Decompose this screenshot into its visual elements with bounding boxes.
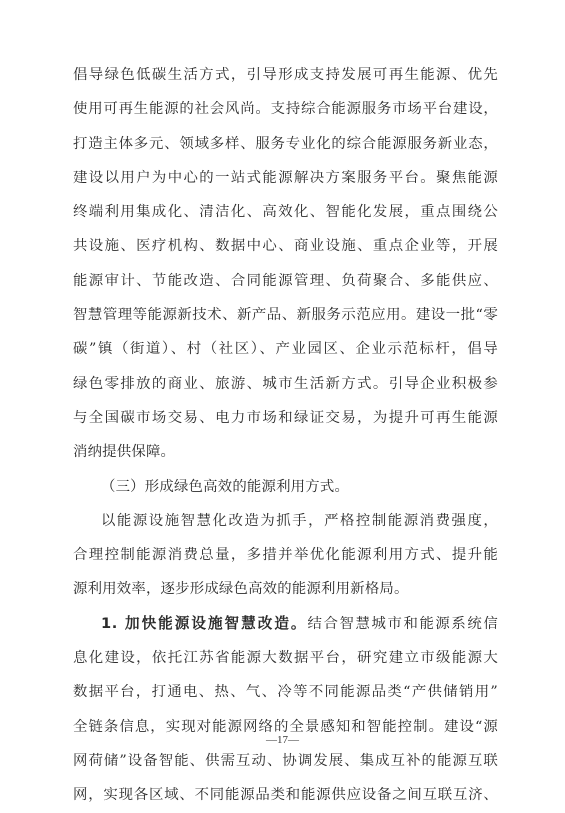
item-1-first-line [73, 607, 498, 641]
text-line: 网，实现各区域、不同能源品类和能源供应设备之间互联互济、 [73, 787, 498, 804]
text-line: 碳”镇（街道）、村（社区）、产业园区、企业示范标杆，倡导 [73, 341, 498, 358]
text-line: 全链条信息，实现对能源网络的全景感知和智能控制。建设“源 [73, 718, 498, 735]
text-line: 息化建设，依托江苏省能源大数据平台，研究建立市级能源大 [73, 650, 498, 667]
text-line: 数据平台，打通电、热、气、冷等不同能源品类“产供储销用” [73, 684, 498, 701]
text-line: 绿色零排放的商业、旅游、城市生活新方式。引导企业积极参 [73, 375, 498, 392]
text-line: 合理控制能源消费总量，多措并举优化能源利用方式、提升能 [73, 547, 498, 564]
item-1-heading: 1. 加快能源设施智慧改造。 [101, 614, 308, 632]
text-line: 使用可再生能源的社会风尚。支持综合能源服务市场平台建设， [73, 101, 498, 118]
text-line: 消纳提供保障。 [73, 444, 176, 461]
text-line: 倡导绿色低碳生活方式，引导形成支持发展可再生能源、优先 [73, 67, 498, 83]
paragraph-1 [73, 58, 498, 470]
text-line: 智慧管理等能源新技术、新产品、新服务示范应用。建设一批“零 [73, 307, 498, 324]
text-line: 以能源设施智慧化改造为抓手，严格控制能源消费强度， [101, 512, 498, 529]
text-line: 源利用效率，逐步形成绿色高效的能源利用新格局。 [73, 581, 409, 598]
text-line: 网荷储”设备智能、供需互动、协调发展、集成互补的能源互联 [73, 752, 498, 769]
paragraph-2 [73, 504, 498, 607]
page-number: —17— [266, 734, 299, 746]
item-1-text: 结合智慧城市和能源系统信 [307, 615, 498, 632]
item-1 [73, 607, 498, 813]
text-line: 打造主体多元、领域多样、服务专业化的综合能源服务新业态， [73, 135, 498, 152]
section-heading: （三）形成绿色高效的能源利用方式。 [101, 478, 350, 495]
document-body [73, 58, 498, 813]
text-line: 能源审计、节能改造、合同能源管理、负荷聚合、多能供应、 [73, 272, 498, 289]
text-line: 建设以用户为中心的一站式能源解决方案服务平台。聚焦能源 [73, 169, 498, 186]
text-line: 终端利用集成化、清洁化、高效化、智能化发展，重点围绕公 [73, 204, 498, 221]
text-line: 共设施、医疗机构、数据中心、商业设施、重点企业等，开展 [73, 238, 498, 255]
text-line: 与全国碳市场交易、电力市场和绿证交易，为提升可再生能源 [73, 409, 498, 426]
